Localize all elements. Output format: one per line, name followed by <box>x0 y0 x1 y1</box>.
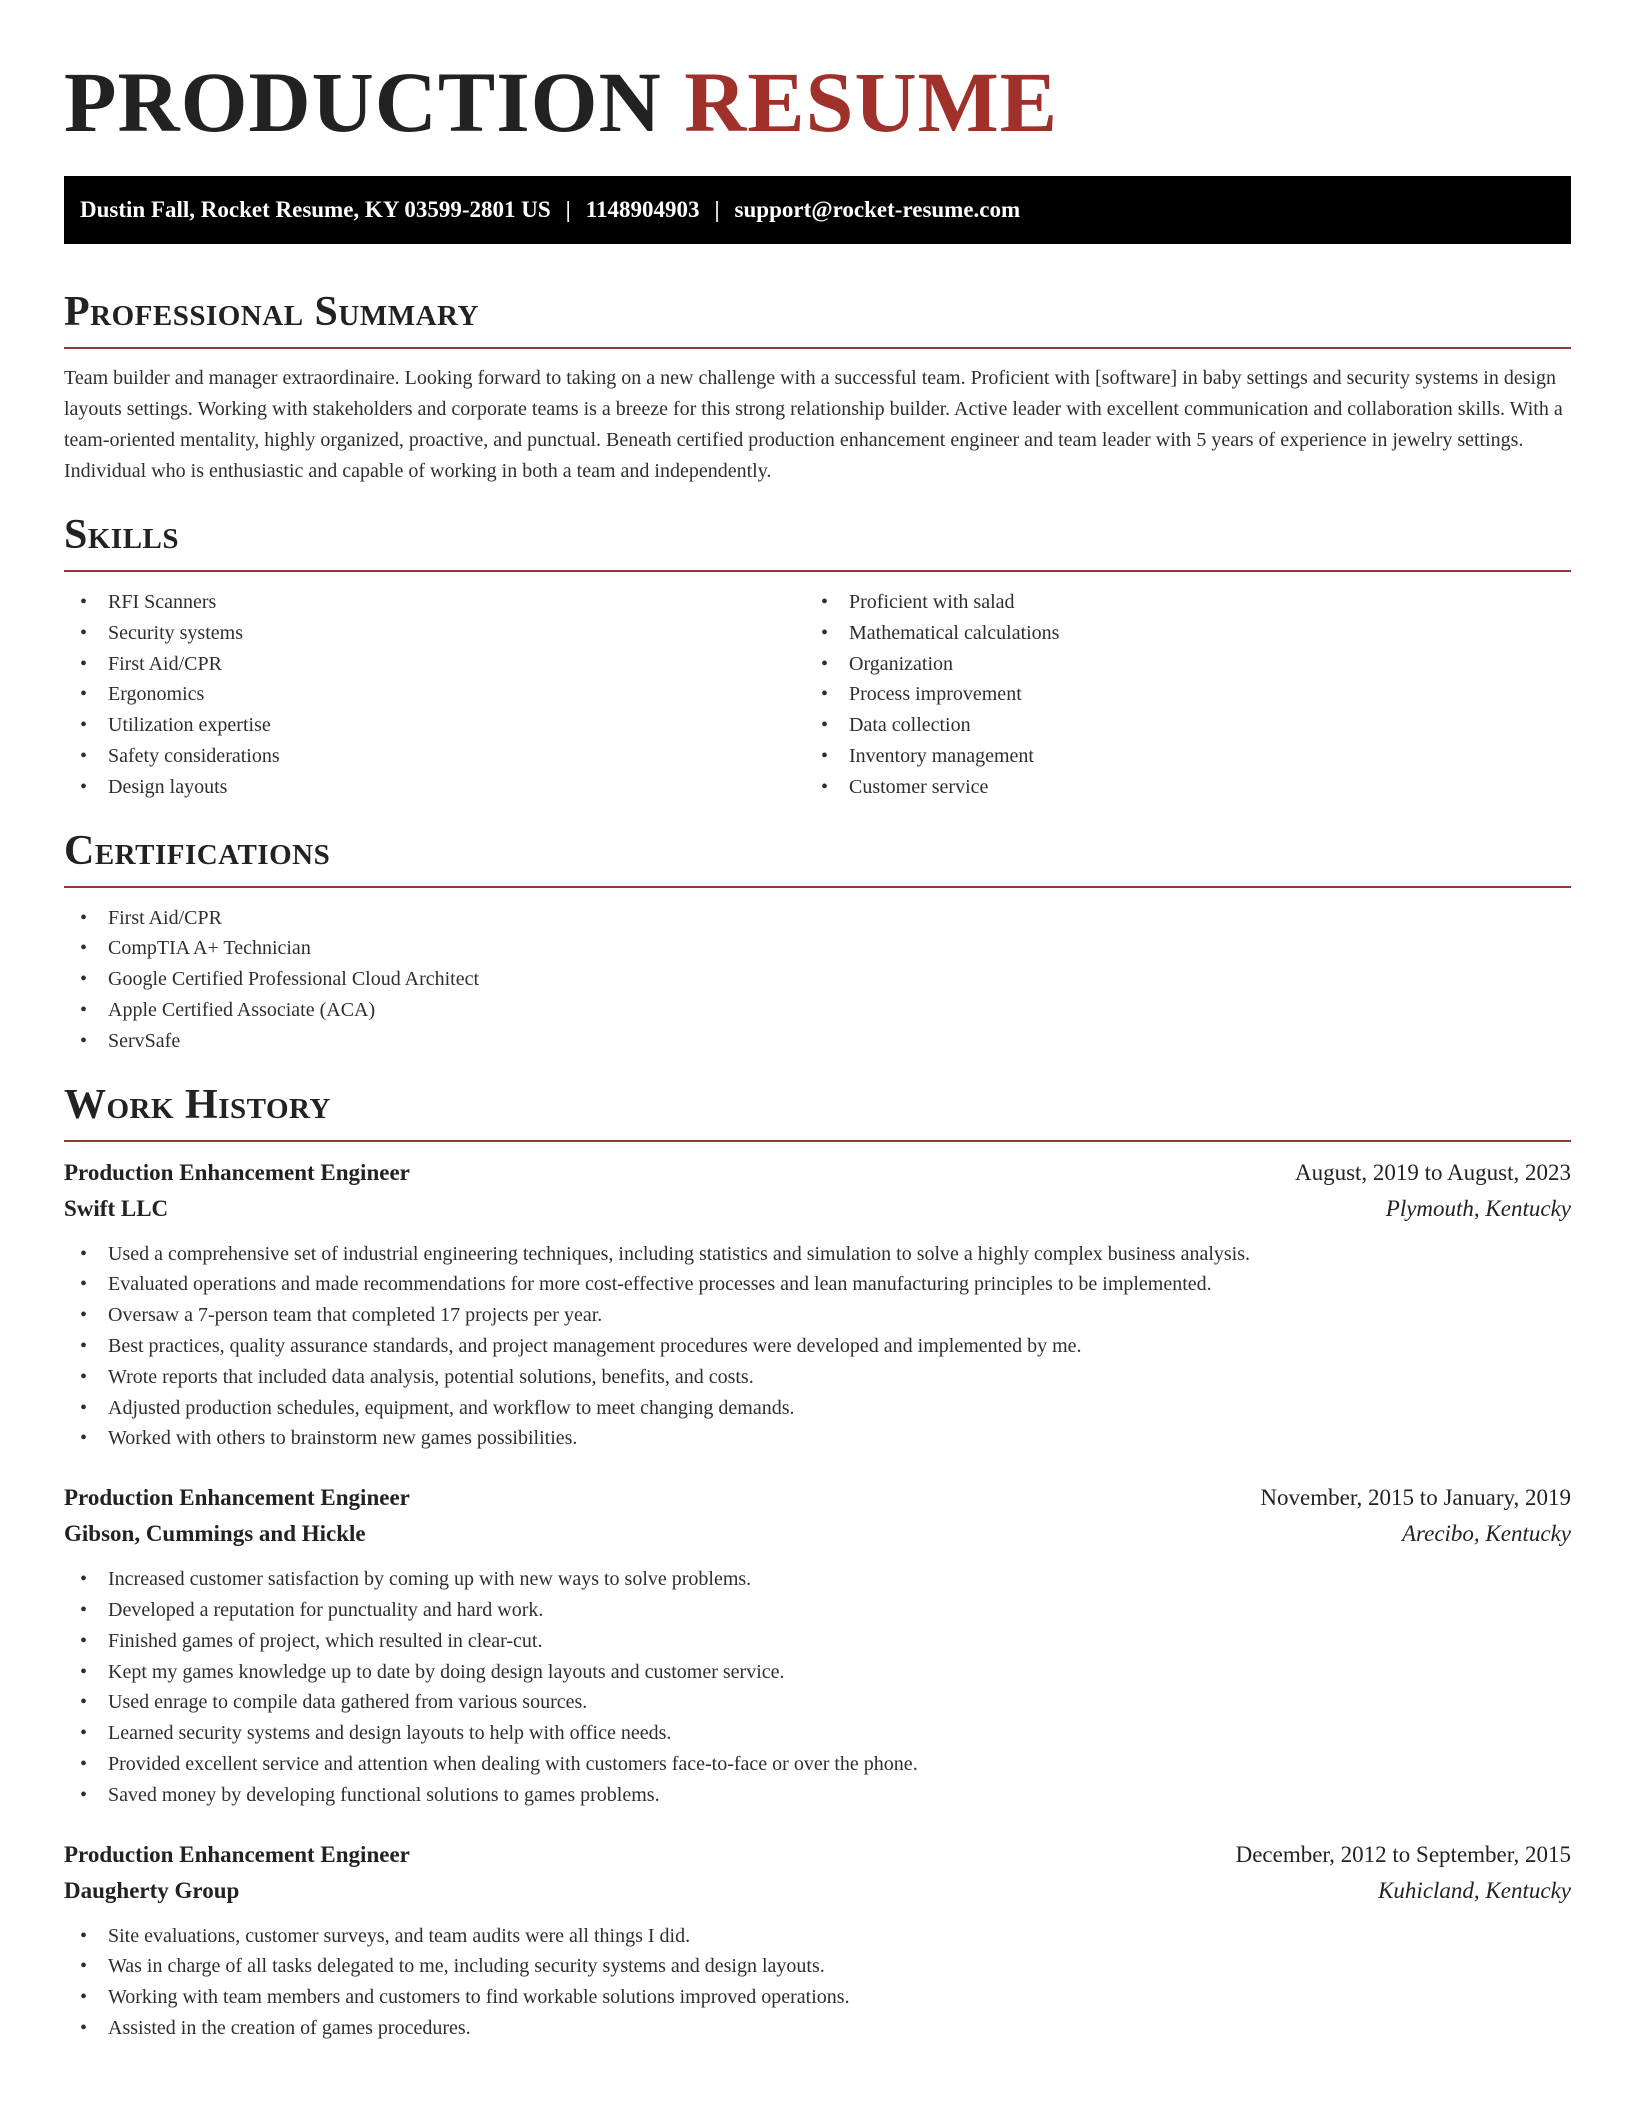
skills-column-left <box>64 587 805 803</box>
job-duty: • Provided excellent service and attention when dealing with customers face-to-face or over the phone. <box>64 1749 1571 1780</box>
job-duty: • Increased customer satisfaction by coming up with new ways to solve problems. <box>64 1564 1571 1595</box>
skill-item: • Utilization expertise <box>64 710 805 741</box>
contact-phone: 1148904903 <box>585 197 700 222</box>
skill-item: • First Aid/CPR <box>64 649 805 680</box>
skill-item: • Organization <box>805 649 1546 680</box>
job-header <box>64 1155 1571 1191</box>
skill-item: • Mathematical calculations <box>805 618 1546 649</box>
job-entry <box>64 1480 1571 1810</box>
job-duty: • Worked with others to brainstorm new games possibilities. <box>64 1423 1571 1454</box>
job-duty: • Working with team members and customers to find workable solutions improved operations. <box>64 1982 1571 2013</box>
certifications-heading: Certifications <box>64 827 331 874</box>
job-duties-list <box>64 1921 1571 2044</box>
skill-item: • Data collection <box>805 710 1546 741</box>
certification-item: • Google Certified Professional Cloud Architect <box>64 964 1571 995</box>
skills-column-right <box>805 587 1546 803</box>
skill-item: • Process improvement <box>805 679 1546 710</box>
job-entry <box>64 1155 1571 1455</box>
skills-heading: Skills <box>64 512 180 558</box>
job-duty: • Wrote reports that included data analysis, potential solutions, benefits, and costs. <box>64 1362 1571 1393</box>
skill-item: • Customer service <box>805 772 1546 803</box>
job-header <box>64 1480 1571 1516</box>
contact-separator: | <box>565 197 571 222</box>
job-duty: • Adjusted production schedules, equipment, and workflow to meet changing demands. <box>64 1393 1571 1424</box>
summary-heading: Professional Summary <box>64 289 479 335</box>
title-main: PRODUCTION <box>64 54 662 150</box>
job-dates: December, 2012 to September, 2015 <box>1235 1841 1571 1867</box>
job-location: Plymouth, Kentucky <box>1385 1195 1571 1221</box>
job-duties-list <box>64 1239 1571 1455</box>
certification-item: • First Aid/CPR <box>64 903 1571 934</box>
job-duties-list <box>64 1564 1571 1810</box>
certification-item: • ServSafe <box>64 1026 1571 1057</box>
job-title: Production Enhancement Engineer <box>64 1159 410 1185</box>
section-divider <box>64 1140 1571 1142</box>
certification-item: • CompTIA A+ Technician <box>64 933 1571 964</box>
job-company: Swift LLC <box>64 1195 169 1221</box>
skills-list <box>64 587 1571 803</box>
job-duty: • Used a comprehensive set of industrial engineering techniques, including statistics and simulation to solve a highly complex business analysis. <box>64 1239 1571 1270</box>
job-duty: • Learned security systems and design layouts to help with office needs. <box>64 1718 1571 1749</box>
job-duty: • Developed a reputation for punctuality and hard work. <box>64 1595 1571 1626</box>
job-subheader <box>64 1873 1571 1909</box>
contact-email: support@rocket-resume.com <box>734 197 1021 222</box>
job-dates: August, 2019 to August, 2023 <box>1294 1159 1571 1185</box>
summary-text: Team builder and manager extraordinaire. Looking forward to taking on a new challenge with a successful team. Proficient with [software] in baby settings and security systems in design layouts settings. Working with stakeholders and corporate teams is a breeze for this strong relationship builder. Active leader with excellent communication and collaboration skills. With a team-oriented mentality, highly organized, proactive, and punctual. Beneath certified production enhancement engineer and team leader with 5 years of experience in jewelry settings. Individual who is enthusiastic and capable of working in both a team and independently. <box>64 367 1563 482</box>
job-header <box>64 1837 1571 1873</box>
job-duty: • Kept my games knowledge up to date by doing design layouts and customer service. <box>64 1657 1571 1688</box>
contact-bar <box>64 176 1571 244</box>
skill-item: • Security systems <box>64 618 805 649</box>
job-duty: • Used enrage to compile data gathered from various sources. <box>64 1687 1571 1718</box>
job-duty: • Site evaluations, customer surveys, and team audits were all things I did. <box>64 1921 1571 1952</box>
skill-item: • Proficient with salad <box>805 587 1546 618</box>
job-location: Kuhicland, Kentucky <box>1378 1877 1571 1903</box>
job-title: Production Enhancement Engineer <box>64 1485 410 1511</box>
section-divider <box>64 570 1571 572</box>
resume-content <box>64 0 1571 2044</box>
job-dates: November, 2015 to January, 2019 <box>1260 1485 1571 1511</box>
skill-item: • RFI Scanners <box>64 587 805 618</box>
contact-address: Dustin Fall, Rocket Resume, KY 03599-2801 US <box>80 197 551 222</box>
certification-item: • Apple Certified Associate (ACA) <box>64 995 1571 1026</box>
skill-item: • Ergonomics <box>64 679 805 710</box>
job-company: Gibson, Cummings and Hickle <box>64 1521 366 1547</box>
section-divider <box>64 886 1571 888</box>
resume-title <box>64 0 1571 150</box>
skill-item: • Design layouts <box>64 772 805 803</box>
job-duty: • Finished games of project, which resulted in clear-cut. <box>64 1626 1571 1657</box>
job-subheader <box>64 1191 1571 1227</box>
job-entry <box>64 1837 1571 2044</box>
work-history-heading: Work History <box>64 1081 331 1128</box>
job-company: Daugherty Group <box>64 1877 240 1903</box>
contact-separator: | <box>714 197 720 222</box>
job-duty: • Assisted in the creation of games procedures. <box>64 2013 1571 2044</box>
title-accent: RESUME <box>684 54 1059 150</box>
certifications-list <box>64 903 1571 1057</box>
job-duty: • Was in charge of all tasks delegated to me, including security systems and design layouts. <box>64 1951 1571 1982</box>
job-duty: • Best practices, quality assurance standards, and project management procedures were developed and implemented by me. <box>64 1331 1571 1362</box>
job-title: Production Enhancement Engineer <box>64 1841 410 1867</box>
skill-item: • Inventory management <box>805 741 1546 772</box>
section-divider <box>64 347 1571 349</box>
job-subheader <box>64 1516 1571 1552</box>
job-duty: • Oversaw a 7-person team that completed 17 projects per year. <box>64 1300 1571 1331</box>
job-duty: • Saved money by developing functional solutions to games problems. <box>64 1780 1571 1811</box>
job-duty: • Evaluated operations and made recommendations for more cost-effective processes and lean manufacturing principles to be implemented. <box>64 1269 1571 1300</box>
skill-item: • Safety considerations <box>64 741 805 772</box>
job-location: Arecibo, Kentucky <box>1401 1521 1571 1547</box>
